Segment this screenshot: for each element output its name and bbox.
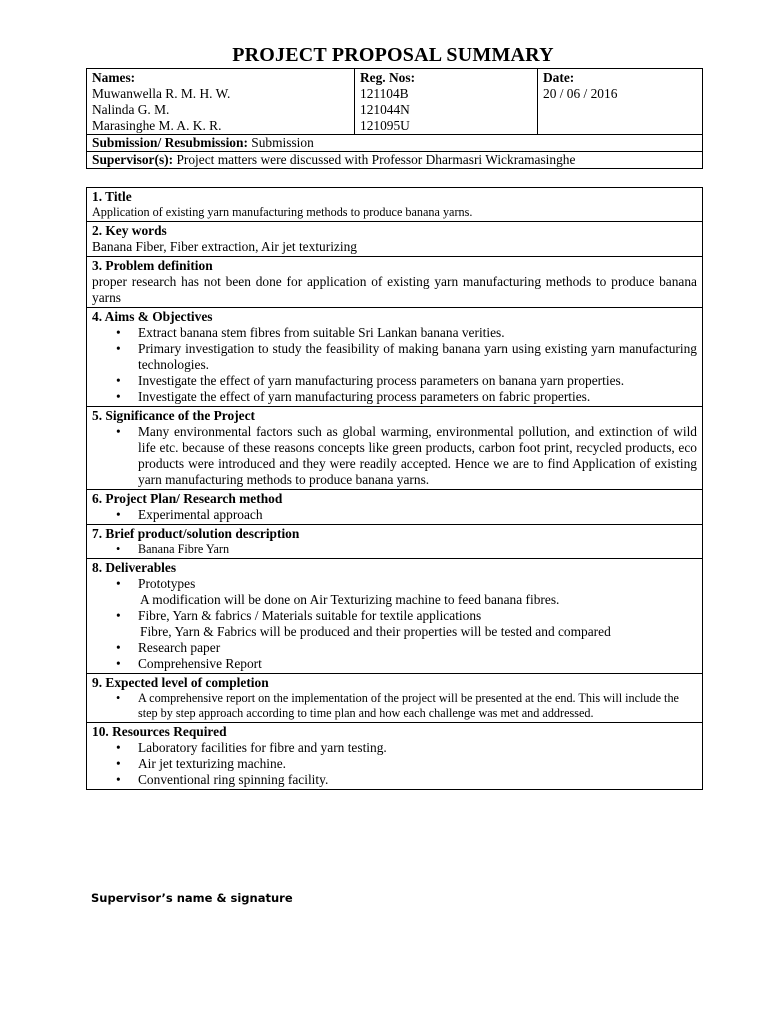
reg-2: 121044N [360,102,410,117]
bullet-list [92,507,697,523]
submission-cell [87,135,703,152]
section-product-description [87,525,703,559]
section-keywords [87,222,703,257]
header-table [86,68,703,169]
date-value: 20 / 06 / 2016 [543,86,618,101]
section-heading: 4. Aims & Objectives [92,309,213,324]
sub-item-text: A modification will be done on Air Texturizing machine to feed banana fibres. [140,592,560,607]
name-2: Nalinda G. M. [92,102,170,117]
section-aims-objectives [87,308,703,407]
list-item: • Investigate the effect of yarn manufacturing process parameters on fabric properties. [138,389,697,405]
name-1: Muwanwella R. M. H. W. [92,86,231,101]
bullet-list [92,424,697,488]
bullet-list [92,691,697,721]
submission-value: Submission [251,135,314,150]
section-heading: 2. Key words [92,223,167,238]
list-item: • Laboratory facilities for fibre and yarn testing. [138,740,697,756]
reg-cell [355,69,538,135]
list-item: • Research paper [138,640,697,656]
names-label: Names: [92,70,136,85]
section-problem-definition [87,257,703,308]
page-title: PROJECT PROPOSAL SUMMARY [232,44,554,66]
section-title [87,188,703,222]
section-heading: 8. Deliverables [92,560,177,575]
bullet-list [92,640,697,672]
sub-item-text: Fibre, Yarn & Fabrics will be produced and their properties will be tested and compared [140,624,611,639]
date-label: Date: [543,70,575,85]
list-item: • Fibre, Yarn & fabrics / Materials suitable for textile applications [138,608,697,624]
bullet-list [92,608,697,624]
section-resources [87,723,703,790]
section-deliverables [87,559,703,674]
section-heading: 5. Significance of the Project [92,408,256,423]
name-3: Marasinghe M. A. K. R. [92,118,222,133]
section-text: Banana Fiber, Fiber extraction, Air jet texturizing [92,239,357,254]
list-item: • Comprehensive Report [138,656,697,672]
section-text: Application of existing yarn manufacturing methods to produce banana yarns. [92,205,473,219]
section-heading: 10. Resources Required [92,724,227,739]
list-item: • Many environmental factors such as global warming, environmental pollution, and extinction of wild life etc. because of these reasons concepts like green products, carbon foot print, recycled products, eco products were introduced and they were readily accepted. Hence we are to find Application of existing yarn manufacturing methods to produce banana yarns. [138,424,697,488]
bullet-list [92,740,697,788]
list-item: • Air jet texturizing machine. [138,756,697,772]
list-item: • Primary investigation to study the feasibility of making banana yarn using existing yarn manufacturing technologies. [138,341,697,373]
list-item: • Extract banana stem fibres from suitable Sri Lankan banana verities. [138,325,697,341]
submission-label: Submission/ Resubmission: [92,135,248,150]
reg-3: 121095U [360,118,410,133]
section-project-plan [87,490,703,525]
date-cell [538,69,703,135]
supervisor-cell [87,152,703,169]
reg-label: Reg. Nos: [360,70,416,85]
section-heading: 1. Title [92,189,132,204]
section-heading: 3. Problem definition [92,258,213,273]
list-item: • Investigate the effect of yarn manufacturing process parameters on banana yarn properties. [138,373,697,389]
bullet-list [92,542,697,557]
names-cell [87,69,355,135]
bullet-list [92,576,697,592]
section-completion [87,674,703,723]
section-heading: 6. Project Plan/ Research method [92,491,283,506]
list-item: • Experimental approach [138,507,697,523]
section-heading: 9. Expected level of completion [92,675,269,690]
section-significance [87,407,703,490]
supervisor-value: Project matters were discussed with Professor Dharmasri Wickramasinghe [176,152,576,167]
reg-1: 121104B [360,86,409,101]
list-item: • Conventional ring spinning facility. [138,772,697,788]
bullet-list [92,325,697,405]
supervisor-signature-label: Supervisor’s name & signature [91,891,293,905]
supervisor-label: Supervisor(s): [92,152,174,167]
list-item: • Banana Fibre Yarn [138,542,697,557]
list-item: • Prototypes [138,576,697,592]
section-text: proper research has not been done for application of existing yarn manufacturing methods to produce banana yarns [92,274,697,305]
list-item: • A comprehensive report on the implementation of the project will be presented at the end. This will include the step by step approach according to time plan and how each challenge was met and addressed. [138,691,697,721]
section-heading: 7. Brief product/solution description [92,526,300,541]
proposal-table [86,187,703,790]
